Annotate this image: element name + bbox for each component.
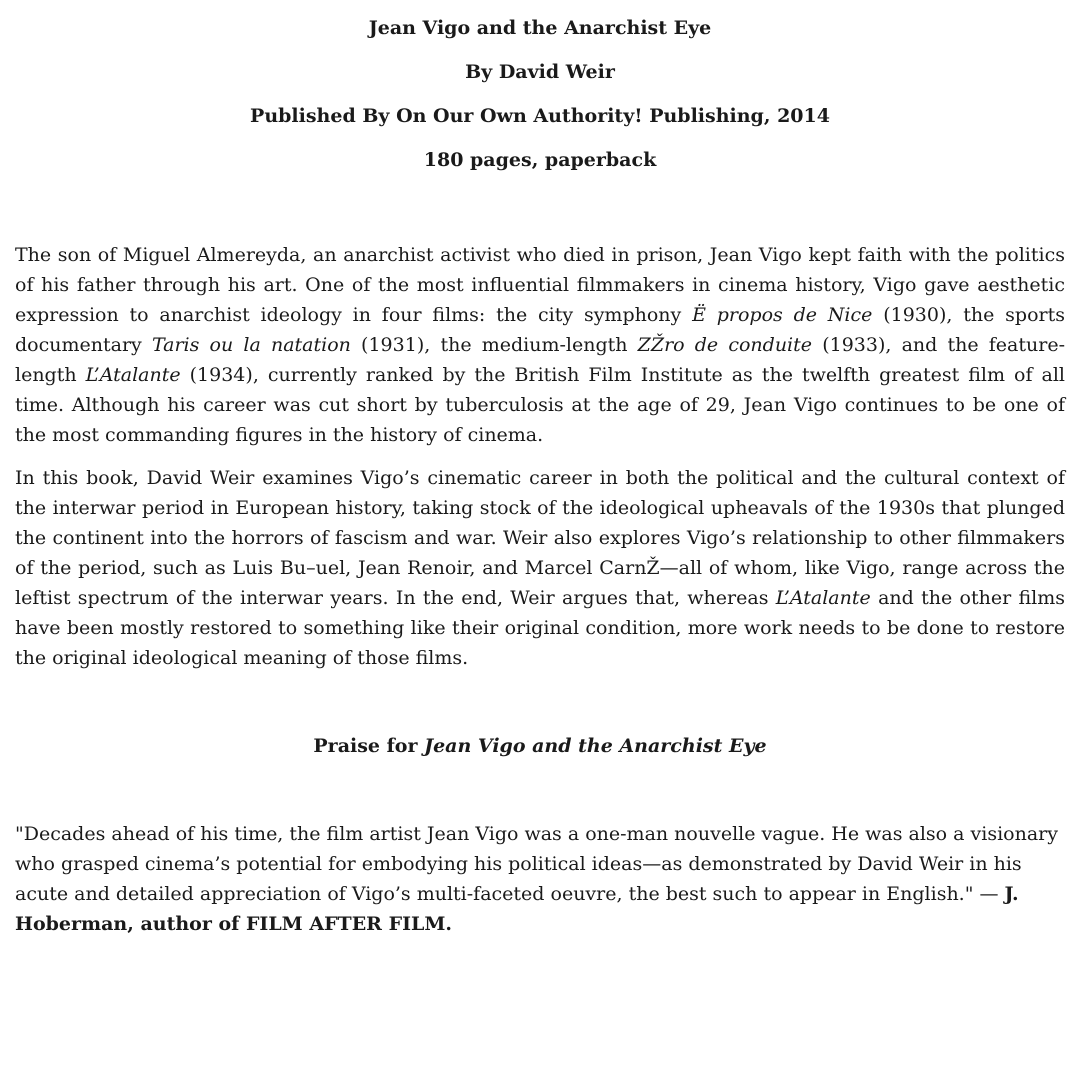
text-span: In this book, David Weir examines Vigo’s cinematic career in both the political and the cultural context of the interwar period in European history, taking stock of the ideological upheavals of the 1930s that plunged the continent into the horrors of fascism and war. Weir also explores Vigo’s relationship to other filmmakers of the period, such as Luis Bu–uel, Jean Renoir, and Marcel CarnŽ—all of whom, like Vigo, range across the leftist spectrum of the interwar years. In the end, Weir argues that, whereas xyxy=(15,467,1065,609)
text-span: (1934), currently ranked by the British Film Institute as the twelfth greatest film of all time. Although his career was cut short by tuberculosis at the age of 29, Jean Vigo continues to be one of the most commanding figures in the history of cinema. xyxy=(15,364,1065,446)
film-title: ZŽro de conduite xyxy=(637,334,813,356)
text-span: The son of Miguel Almereyda, an anarchist activist who died in prison, Jean Vigo kept faith with the politics of his father through his art. One of the most influential filmmakers in cinema history, Vigo gave aesthetic expression to anarchist ideology in four films: the city symphony xyxy=(15,244,1065,326)
description-paragraph-1 xyxy=(15,240,1065,450)
book-format: 180 pages, paperback xyxy=(423,149,657,171)
quote-attribution: J. Hoberman, author of FILM AFTER FILM. xyxy=(15,883,1019,935)
text-span: and the other films have been mostly restored to something like their original condition, more work needs to be done to restore the original ideological meaning of those films. xyxy=(15,587,1066,669)
description-paragraph-2 xyxy=(15,463,1065,673)
film-title: Taris ou la natation xyxy=(151,334,351,356)
film-title: L’Atalante xyxy=(85,364,181,386)
film-title: Ë propos de Nice xyxy=(692,304,873,326)
book-page xyxy=(0,6,1080,1086)
praise-quote xyxy=(15,819,1065,939)
text-span: (1930), the sports documentary xyxy=(15,304,1065,356)
text-span: (1933), and the feature-length xyxy=(15,334,1065,386)
book-author: By David Weir xyxy=(465,61,615,83)
praise-heading-title: Jean Vigo and the Anarchist Eye xyxy=(424,735,767,757)
praise-heading-prefix: Praise for xyxy=(313,735,425,757)
book-title: Jean Vigo and the Anarchist Eye xyxy=(368,17,712,39)
book-header xyxy=(15,6,1065,182)
film-title: L’Atalante xyxy=(775,587,871,609)
book-publisher: Published By On Our Own Authority! Publishing, 2014 xyxy=(250,105,830,127)
text-span: (1931), the medium-length xyxy=(350,334,638,356)
quote-text: "Decades ahead of his time, the film artist Jean Vigo was a one-man nouvelle vague. He was also a visionary who grasped cinema’s potential for embodying his political ideas—as demonstrated by David Weir in his acute and detailed appreciation of Vigo’s multi-faceted oeuvre, the best such to appear in English." — xyxy=(15,823,1058,905)
praise-heading xyxy=(15,731,1065,761)
